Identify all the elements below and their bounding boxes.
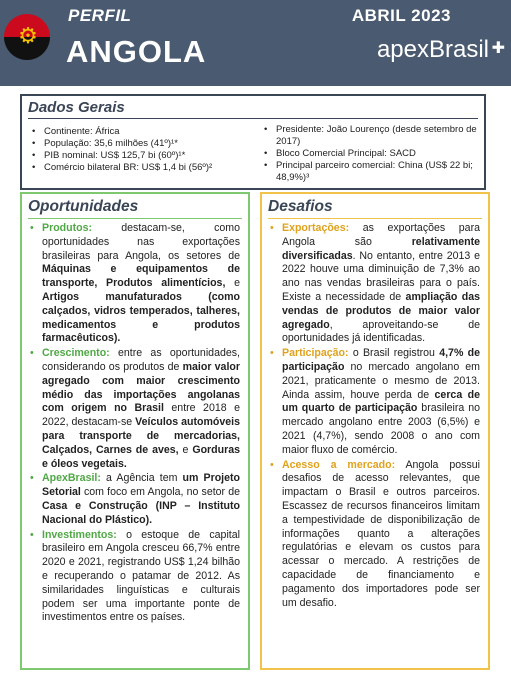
list-item: [28, 347, 240, 471]
list-item: • População: 35,6 milhões (41º)¹*: [40, 138, 262, 150]
item-text: brasileira no mercado angolano entre 2003 (6,5%) e 2021 (4,7%), sendo 2008 o ano com maior fluxo de comércio.: [282, 402, 480, 456]
item-text: Máquinas e equipamentos de transporte, Produtos alimentícios,: [42, 263, 240, 290]
item-text: as exportações para Angola são: [282, 222, 480, 248]
general-data-left-list: [30, 126, 262, 174]
challenges-title: Desafios: [268, 198, 333, 215]
item-lead: ApexBrasil:: [42, 472, 101, 485]
item-text: Casa e Construção (INP – Instituto Nacional do Plástico).: [42, 499, 240, 526]
item-text: Gorduras e óleos vegetais.: [42, 443, 241, 470]
list-item: • Principal parceiro comercial: China (US$ 22 bi; 48,9%)³: [272, 160, 490, 184]
item-text: entre as oportunidades, considerando os produtos de: [42, 347, 240, 373]
item-text: . No entanto, entre 2013 e 2022 houve uma diminuição de 7,3% ao ano nas vendas brasileiras para o país. Existe a necessidade de: [282, 249, 480, 303]
list-item: [268, 347, 480, 457]
divider: [28, 218, 242, 219]
item-text: Angola possui desafios de acesso relevantes, que impactam o Brasil e outros parceiros. Escassez de recursos financeiros limitam a tempestividade de disponibilização de informações quanto a alterações regulatórias e elevam os custos para acessar o mercado. A restrições de capacidade de financiamento e pagamento dos importadores pode ser um desafio.: [282, 458, 480, 609]
item-text: , aproveitando-se de oportunidades já identificadas.: [282, 318, 480, 345]
item-text: Artigos manufaturados (como calçados, vidros temperados, talheres, medicamentos e produtos farmacêuticos).: [42, 290, 240, 345]
list-item: [268, 459, 480, 611]
list-item: [28, 529, 240, 626]
list-item: [28, 222, 240, 346]
list-item: • PIB nominal: US$ 125,7 bi (60º)¹*: [40, 150, 262, 162]
item-text: e: [178, 443, 193, 456]
page-header: [0, 0, 511, 86]
list-item: • Comércio bilateral BR: US$ 1,4 bi (56º)²: [40, 162, 262, 174]
item-text: 4,7% de participação: [282, 347, 480, 373]
item-text: destacam-se, como oportunidades nas exportações brasileiras para Angola, os setores de: [42, 222, 240, 262]
opportunities-panel: [20, 192, 250, 670]
opportunities-title: Oportunidades: [28, 198, 139, 215]
apex-logo-icon: ✚: [491, 40, 505, 57]
list-item: • Continente: África: [40, 126, 262, 138]
item-text: cerca de um quarto de participação: [282, 388, 480, 415]
brand-logo: apexBrasil: [376, 36, 489, 63]
item-text: com foco em Angola, no setor de: [80, 486, 240, 499]
list-item: [268, 222, 480, 346]
item-text: maior valor agregado com maior crescimento médio das importações angolanas com origem no Brasil: [42, 360, 240, 415]
item-text: e: [225, 277, 240, 290]
item-text: ampliação das vendas de produtos de maior valor agregado: [282, 290, 480, 331]
divider: [28, 118, 478, 119]
item-lead: Exportações:: [282, 222, 350, 234]
item-text: no mercado angolano em 2021, praticamente o mesmo de 2013. Ainda assim, houve perda de: [282, 360, 480, 401]
item-text: o estoque de capital brasileiro em Angola cresceu 66,7% entre 2020 e 2021, registrando US$ 1,24 bilhão e recuperando o patamar de 2012. As similaridades linguísticas e culturais podem ser uma importante ponte de investimentos entre os países.: [42, 528, 240, 624]
challenges-panel: [260, 192, 490, 670]
item-lead: Investimentos:: [42, 528, 117, 541]
item-text: a Agência tem: [100, 472, 183, 485]
item-lead: Crescimento:: [42, 347, 110, 360]
general-data-panel: [20, 94, 486, 190]
general-data-title: Dados Gerais: [28, 99, 125, 116]
item-lead: Acesso a mercado:: [282, 458, 396, 471]
item-text: o Brasil registrou: [348, 347, 440, 360]
profile-label: PERFIL: [68, 6, 132, 25]
item-lead: Participação:: [282, 347, 349, 360]
item-text: entre 2018 e 2022, destacam-se: [42, 402, 240, 429]
list-item: [28, 472, 240, 527]
list-item: • Presidente: João Lourenço (desde setembro de 2017): [272, 124, 490, 148]
item-lead: Produtos:: [42, 222, 93, 234]
report-date: ABRIL 2023: [351, 6, 451, 25]
divider: [268, 218, 482, 219]
item-text: relativamente diversificadas: [282, 235, 480, 262]
item-text: Veículos automóveis para transporte de mercadorias, Calçados, Carnes de aves,: [42, 416, 240, 456]
general-data-right-list: [262, 124, 490, 184]
item-text: um Projeto Setorial: [42, 472, 240, 499]
country-title: ANGOLA: [66, 34, 207, 69]
list-item: • Bloco Comercial Principal: SACD: [272, 148, 490, 160]
angola-flag-icon: ⚙: [4, 14, 50, 60]
